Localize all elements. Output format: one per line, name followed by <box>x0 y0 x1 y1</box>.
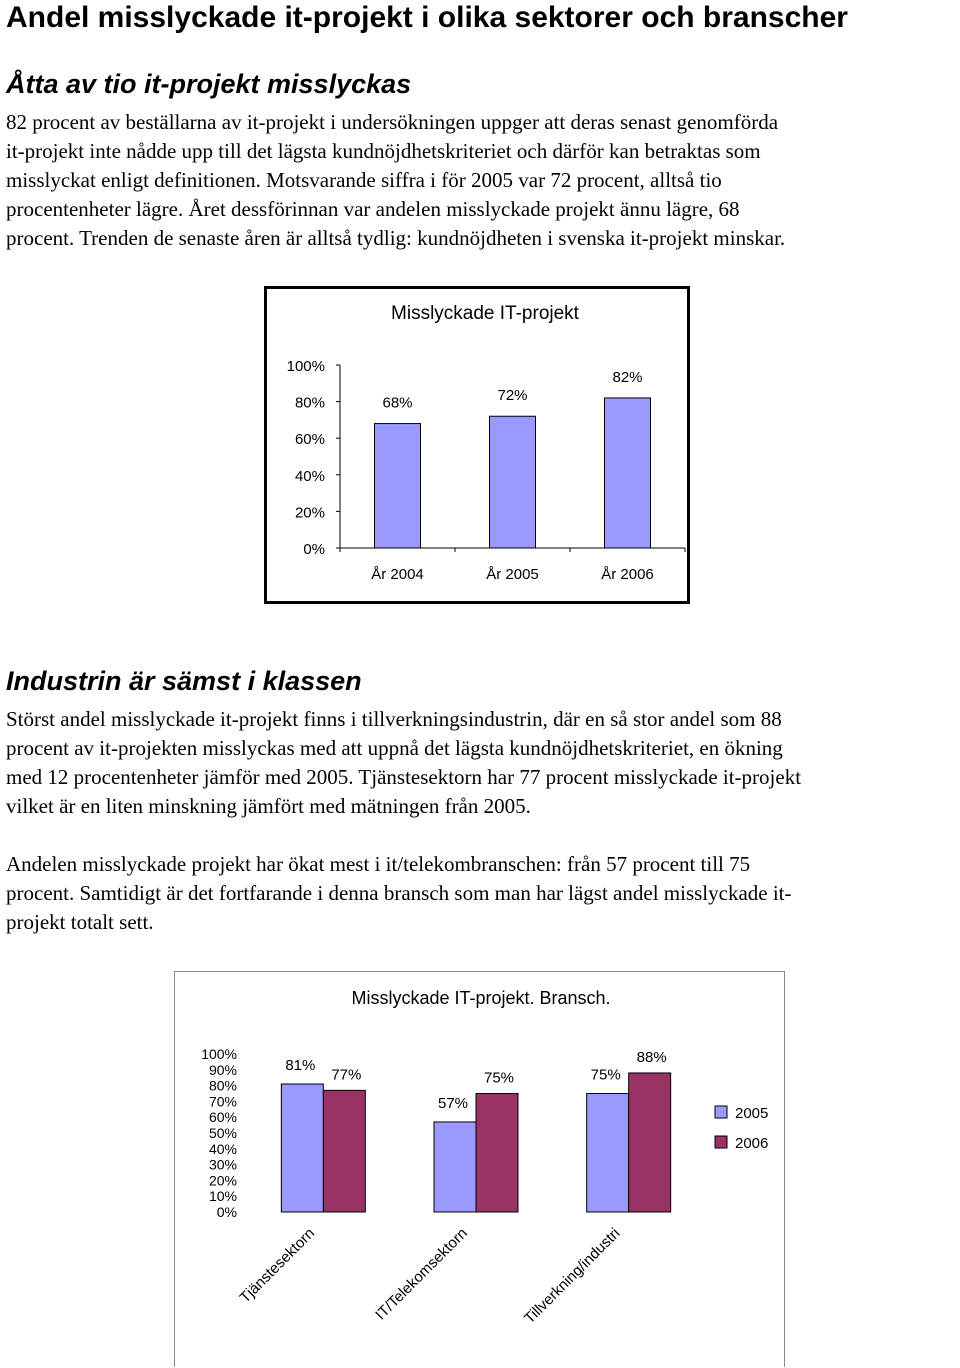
chart-sector-failed-projects <box>174 971 785 1367</box>
y-tick-label: 80% <box>208 1077 237 1094</box>
intro-line: procentenheter lägre. Året dessförinnan var andelen misslyckade projekt ännu lägre, 68 <box>6 197 740 221</box>
chart-title: Misslyckade IT-projekt <box>391 303 579 324</box>
data-label: 88% <box>636 1048 667 1066</box>
legend-label: 2005 <box>735 1105 769 1122</box>
data-label: 77% <box>331 1066 362 1084</box>
intro-paragraph <box>6 108 960 253</box>
telecom-line: projekt totalt sett. <box>6 910 154 934</box>
legend-swatch <box>715 1106 727 1118</box>
y-tick-label: 100% <box>286 358 325 375</box>
bar-2005 <box>281 1084 323 1212</box>
y-tick-label: 20% <box>294 504 325 522</box>
x-category-label: IT/Telekomsektorn <box>372 1224 471 1324</box>
bar-2005 <box>434 1122 476 1212</box>
chart-title: Misslyckade IT-projekt. Bransch. <box>351 988 611 1008</box>
industry-line: vilket är en liten minskning jämfört med mätningen från 2005. <box>6 794 531 818</box>
data-label: 72% <box>497 387 528 405</box>
industry-paragraph <box>6 705 960 821</box>
section-heading-industry: Industrin är sämst i klassen <box>6 666 362 696</box>
y-tick-label: 80% <box>294 394 325 412</box>
chart-sector-svg <box>175 972 786 1368</box>
data-label: 75% <box>483 1069 515 1087</box>
data-label: 75% <box>590 1066 621 1084</box>
intro-line: procent. Trenden de senaste åren är alltså tydlig: kundnöjdheten i svenska it-projekt minskar. <box>6 226 786 250</box>
y-tick-label: 20% <box>208 1172 237 1189</box>
industry-line: procent av it-projekten misslyckas med att uppnå det lägsta kundnöjdhetskriteriet, en ökning <box>6 736 783 760</box>
bar-2006 <box>629 1073 671 1212</box>
legend-label: 2006 <box>735 1135 769 1152</box>
data-label: 68% <box>382 394 413 412</box>
intro-line: 82 procent av beställarna av it-projekt i undersökningen uppger att deras senast genomförda <box>6 110 779 134</box>
intro-line: misslyckat enligt definitionen. Motsvarande siffra i för 2005 var 72 procent, alltså tio <box>6 168 722 192</box>
data-label: 81% <box>285 1057 316 1075</box>
telecom-paragraph <box>6 850 960 937</box>
chart-yearly-failed-projects <box>264 286 690 604</box>
x-category-label: Tjänstesektorn <box>236 1224 319 1307</box>
y-tick-label: 50% <box>208 1125 237 1141</box>
x-category-label: År 2005 <box>486 566 539 583</box>
data-label: 82% <box>612 368 643 386</box>
y-tick-label: 0% <box>216 1204 237 1220</box>
bar-2006 <box>323 1090 365 1212</box>
bar-2006 <box>476 1094 518 1213</box>
y-tick-label: 90% <box>208 1061 237 1078</box>
y-tick-label: 70% <box>208 1093 237 1110</box>
x-category-label: År 2006 <box>601 566 654 583</box>
x-category-label: Tillverkning/industri <box>521 1224 624 1328</box>
section-heading-eight-of-ten: Åtta av tio it-projekt misslyckas <box>6 69 412 99</box>
telecom-line: procent. Samtidigt är det fortfarande i denna bransch som man har lägst andel misslyckade it- <box>6 881 792 905</box>
y-tick-label: 0% <box>303 541 325 558</box>
chart-yearly-svg <box>267 289 693 607</box>
y-tick-label: 40% <box>208 1140 237 1157</box>
y-tick-label: 40% <box>294 467 325 485</box>
y-tick-label: 100% <box>201 1046 237 1062</box>
bar <box>605 398 651 548</box>
data-label: 57% <box>437 1094 469 1112</box>
y-tick-label: 60% <box>294 431 325 449</box>
y-tick-label: 30% <box>208 1156 237 1173</box>
page-title: Andel misslyckade it-projekt i olika sektorer och branscher <box>6 1 848 34</box>
bar <box>375 424 421 548</box>
y-tick-label: 10% <box>208 1188 237 1205</box>
legend-swatch <box>715 1136 727 1148</box>
x-category-label: År 2004 <box>371 566 424 583</box>
y-tick-label: 60% <box>208 1109 237 1126</box>
industry-line: med 12 procentenheter jämför med 2005. Tjänstesektorn har 77 procent misslyckade it-projekt <box>6 765 802 789</box>
intro-line: it-projekt inte nådde upp till det lägsta kundnöjdhetskriteriet och därför kan betraktas som <box>6 139 761 163</box>
bar-2005 <box>587 1094 629 1213</box>
bar <box>490 416 536 548</box>
telecom-line: Andelen misslyckade projekt har ökat mest i it/telekombranschen: från 57 procent till 75 <box>6 852 751 876</box>
industry-line: Störst andel misslyckade it-projekt finns i tillverkningsindustrin, där en så stor andel som 88 <box>6 707 782 731</box>
